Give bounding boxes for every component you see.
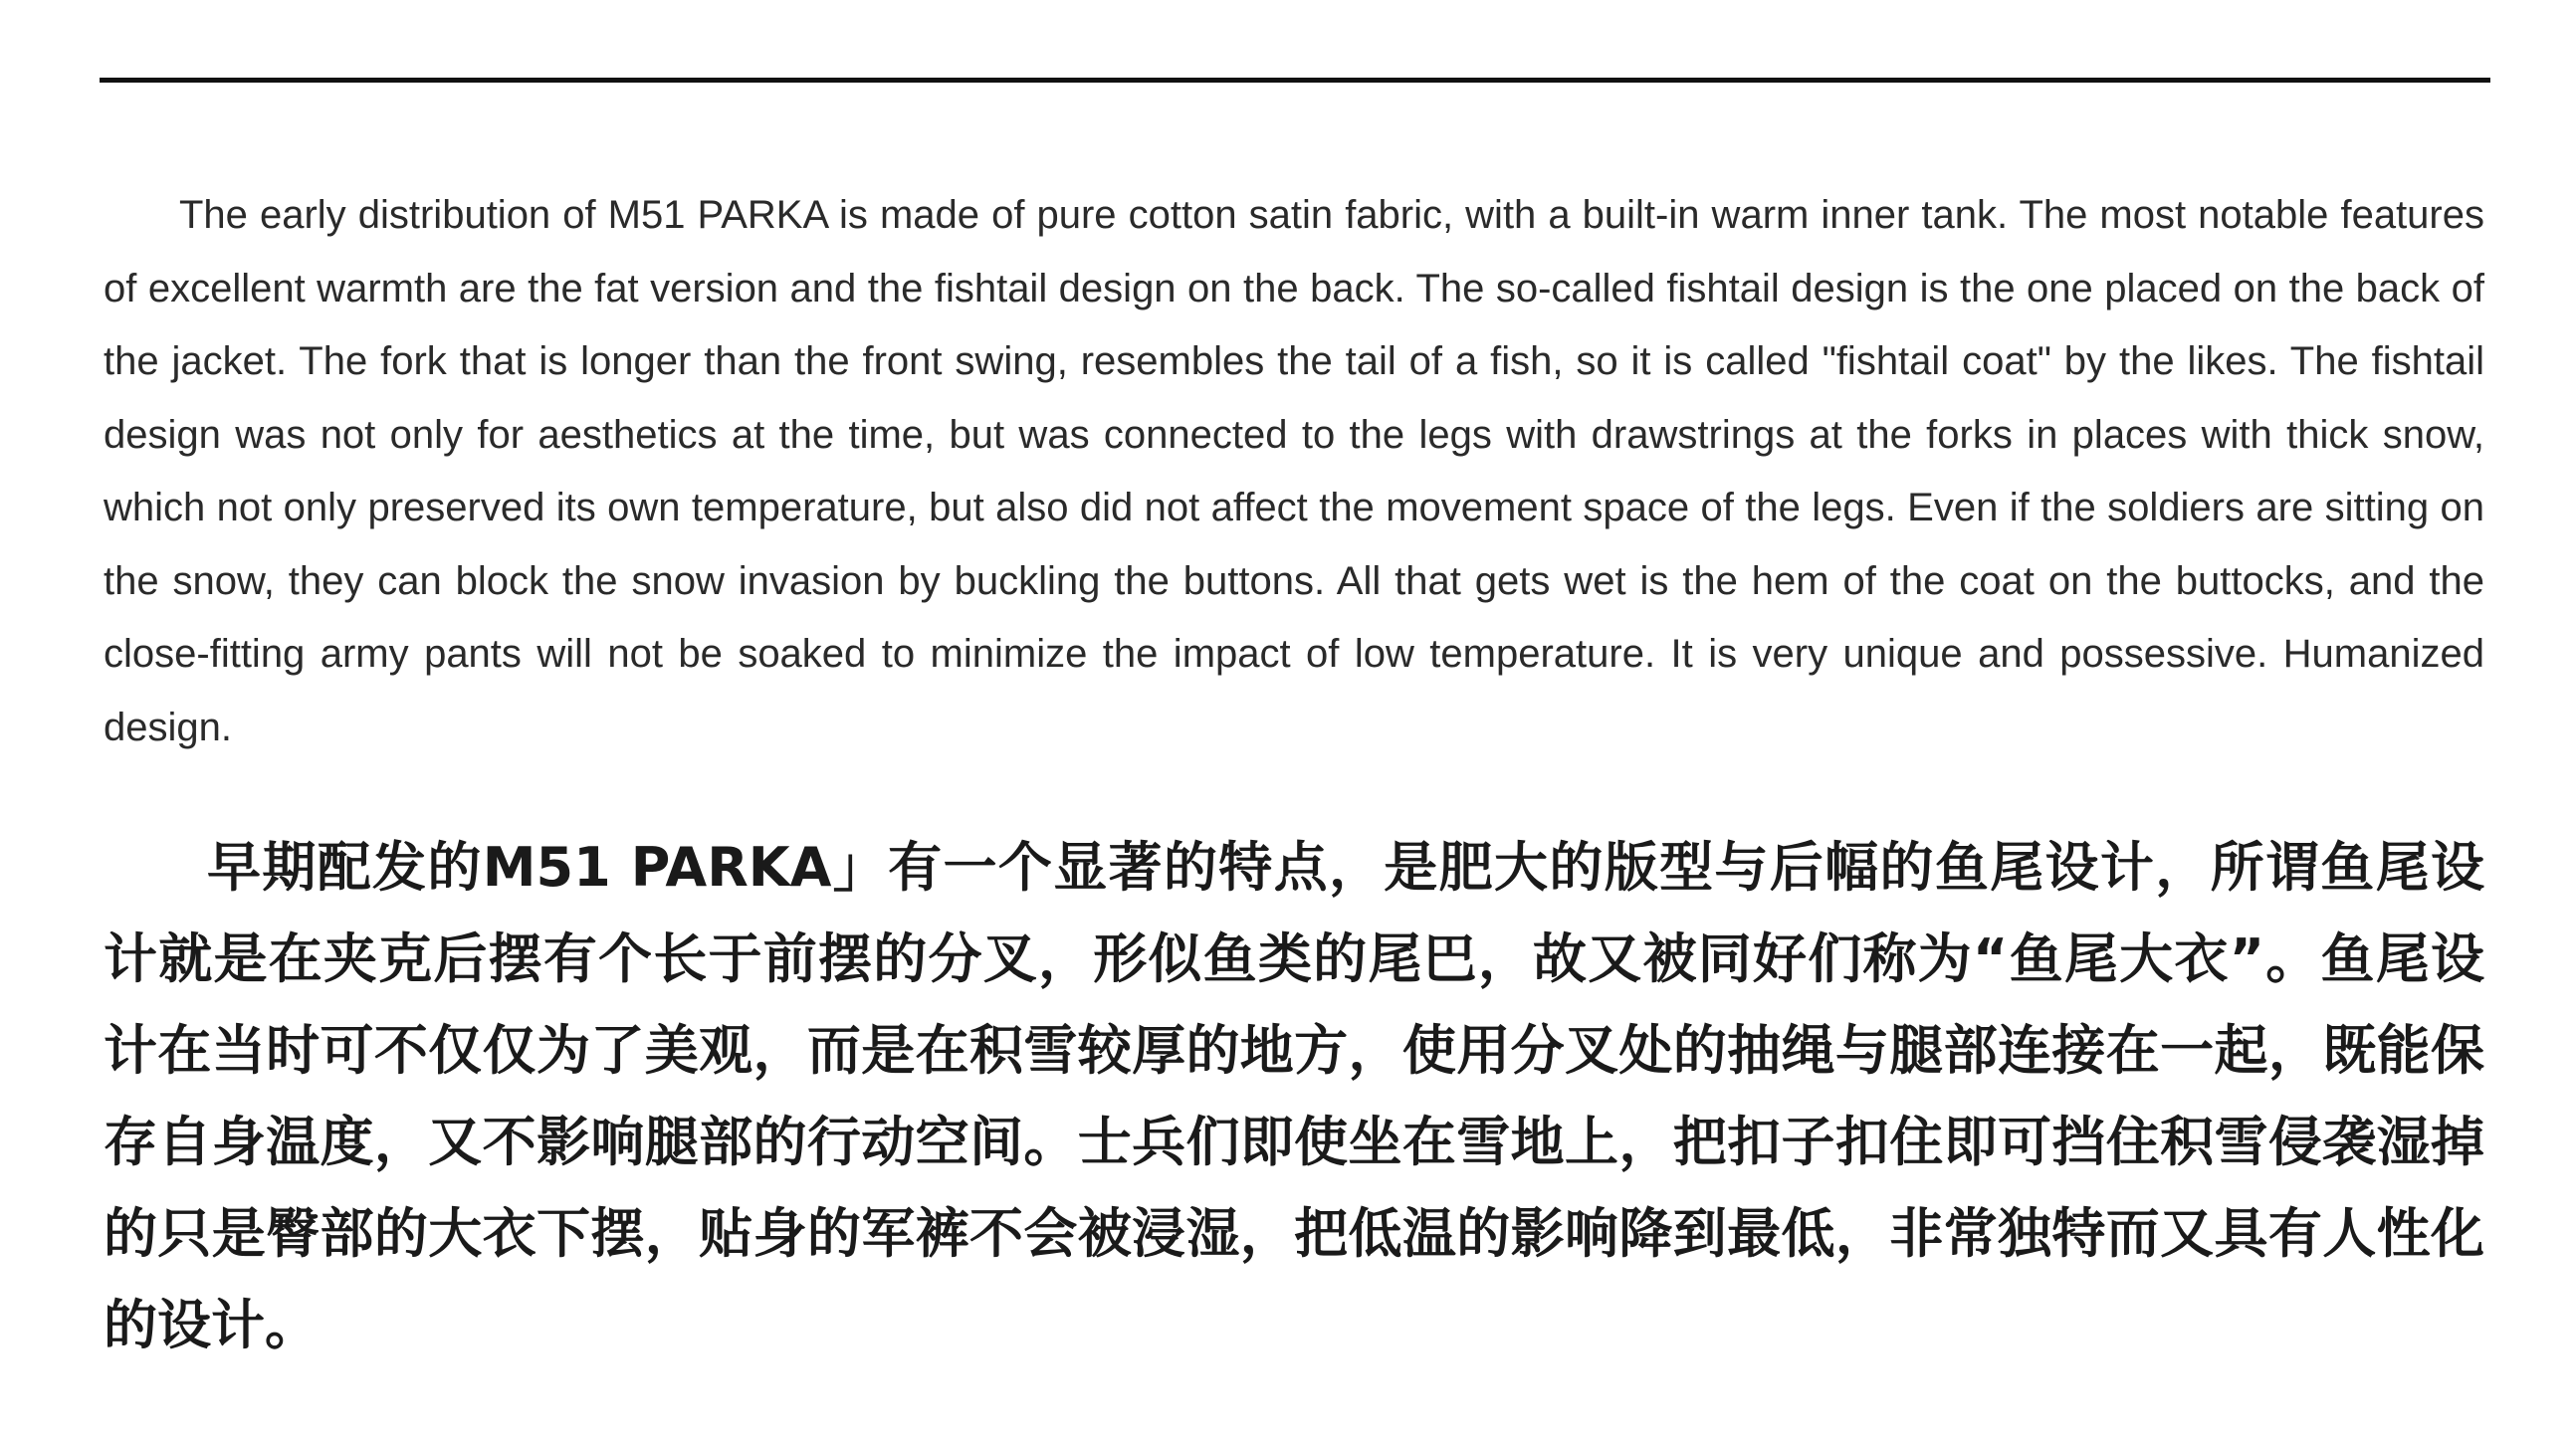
english-paragraph: The early distribution of M51 PARKA is made of pure cotton satin fabric, with a built-in warm inner tank. The most notable features of excellent warmth are the fat version and the fishtail design on the back. The so-called fishtail design is the one placed on the back of the jacket. The fork that is longer than the front swing, resembles the tail of a fish, so it is called "fishtail coat" by the likes. The fishtail design was not only for aesthetics at the time, but was connected to the legs with drawstrings at the forks in places with thick snow, which not only preserved its own temperature, but also did not affect the movement space of the legs. Even if the soldiers are sitting on the snow, they can block the snow invasion by buckling the buttons. All that gets wet is the hem of the coat on the buttocks, and the close-fitting army pants will not be soaked to minimize the impact of low temperature. It is very unique and possessive. Humanized design. xyxy=(104,193,2484,749)
chinese-paragraph: 早期配发的M51 PARKA」有一个显著的特点，是肥大的版型与后幅的鱼尾设计，所谓鱼尾设计就是在夹克后摆有个长于前摆的分叉，形似鱼类的尾巴，故又被同好们称为“鱼尾大衣”。鱼尾设计在当时可不仅仅为了美观，而是在积雪较厚的地方，使用分叉处的抽绳与腿部连接在一起，既能保存自身温度，又不影响腿部的行动空间。士兵们即使坐在雪地上，把扣子扣住即可挡住积雪侵袭湿掉的只是臀部的大衣下摆，贴身的军裤不会被浸湿，把低温的影响降到最低，非常独特而又具有人性化的设计。 xyxy=(104,836,2484,1356)
top-divider xyxy=(100,78,2490,83)
